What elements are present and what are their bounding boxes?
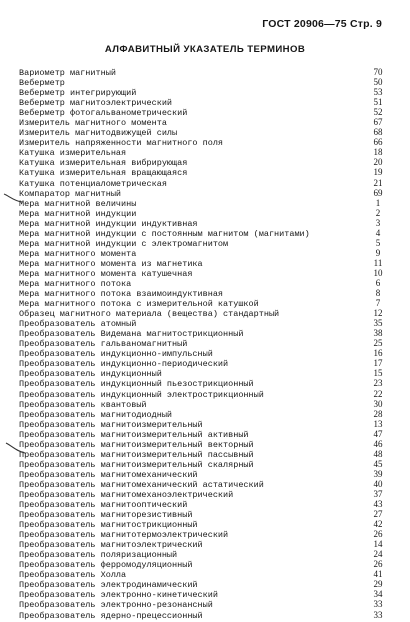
index-entry: [19, 409, 389, 419]
index-entry-page: 2: [375, 207, 381, 218]
index-entry-page: 18: [373, 147, 383, 158]
index-entry-term: Преобразователь Видемана магнитострикционный: [19, 329, 244, 340]
index-entry: [19, 318, 389, 328]
index-entry: [19, 248, 389, 258]
index-entry-term: Преобразователь гальваномагнитный: [19, 339, 188, 350]
index-entry-page: 13: [373, 418, 383, 429]
index-entry-page: 10: [373, 267, 383, 278]
index-entry-page: 66: [373, 137, 383, 148]
index-entry: [19, 368, 389, 378]
index-entry-page: 7: [375, 298, 381, 309]
index-entry-term: Преобразователь магнитоизмерительный активный: [19, 429, 249, 440]
index-entry-page: 11: [373, 257, 383, 268]
index-entry-term: Преобразователь индукционный пьезострикционный: [19, 379, 254, 390]
index-entry-page: 33: [373, 609, 383, 620]
index-entry-term: Образец магнитного материала (вещества) стандартный: [19, 309, 280, 320]
index-entry-page: 50: [373, 77, 383, 88]
index-entry: [19, 338, 389, 348]
index-entry-page: 16: [373, 348, 383, 359]
index-entry-page: 5: [375, 237, 381, 248]
index-entry-page: 26: [373, 529, 383, 540]
index-entry: [19, 87, 389, 97]
index-entry: [19, 399, 389, 409]
index-entry-term: Мера магнитной величины: [19, 198, 137, 209]
index-entry-term: Мера магнитной индукции: [19, 208, 137, 219]
index-entry-term: Преобразователь магнитотермоэлектрический: [19, 530, 229, 541]
index-entry-page: 48: [373, 448, 383, 459]
index-entry-page: 35: [373, 318, 383, 329]
index-entry: [19, 178, 389, 188]
index-entry-term: Преобразователь магнитооптический: [19, 500, 188, 511]
index-entry: [19, 117, 389, 127]
index-entry-page: 42: [373, 519, 383, 530]
index-entry-term: Преобразователь магнитоизмерительный: [19, 419, 203, 430]
index-entry: [19, 579, 389, 589]
index-entry-page: 30: [373, 398, 383, 409]
index-entry: [19, 389, 389, 399]
index-entry-page: 38: [373, 328, 383, 339]
index-entry: [19, 549, 389, 559]
index-entry: [19, 449, 389, 459]
standard-number: ГОСТ 20906—75: [262, 18, 347, 30]
index-entry-term: Мера магнитного потока с измерительной катушкой: [19, 299, 259, 310]
index-entry-page: 41: [373, 569, 383, 580]
index-entry-page: 28: [373, 408, 383, 419]
index-entry-term: Преобразователь магнитоизмерительный пассывный: [19, 449, 254, 460]
term-index-list: [19, 67, 389, 620]
index-title: АЛФАВИТНЫЙ УКАЗАТЕЛЬ ТЕРМИНОВ: [104, 44, 306, 55]
index-entry-page: 8: [375, 288, 381, 299]
index-entry-term: Веберметр: [19, 78, 65, 89]
index-entry-page: 6: [375, 277, 381, 288]
index-entry-page: 45: [373, 458, 383, 469]
index-entry: [19, 157, 389, 167]
index-entry-term: Мера магнитного потока: [19, 278, 132, 289]
index-entry-term: Преобразователь магнитострикционный: [19, 520, 198, 531]
index-entry-page: 33: [373, 599, 383, 610]
index-entry-page: 34: [373, 589, 383, 600]
index-entry-page: 51: [373, 97, 383, 108]
index-entry-term: Мера магнитного потока взаимоиндуктивная: [19, 289, 224, 300]
index-entry: [19, 499, 389, 509]
index-entry: [19, 127, 389, 137]
index-entry-page: 69: [373, 187, 383, 198]
index-entry-term: Преобразователь магнитоизмерительный векторный: [19, 439, 254, 450]
index-entry-page: 17: [373, 358, 383, 369]
index-entry: [19, 298, 389, 308]
index-entry: [19, 97, 389, 107]
index-entry-page: 19: [373, 167, 383, 178]
index-entry-page: 37: [373, 488, 383, 499]
index-entry-page: 27: [373, 509, 383, 520]
index-entry-term: Преобразователь электронно-резонансный: [19, 600, 213, 611]
index-entry-term: Преобразователь ферромодуляционный: [19, 560, 193, 571]
index-entry: [19, 439, 389, 449]
index-entry: [19, 529, 389, 539]
index-entry: [19, 308, 389, 318]
index-entry-term: Преобразователь магнитоизмерительный скалярный: [19, 459, 254, 470]
index-entry-term: Катушка измерительная вибрирующая: [19, 158, 188, 169]
index-entry-term: Преобразователь ядерно-прецессионный: [19, 610, 203, 621]
index-entry-page: 14: [373, 539, 383, 550]
index-entry-term: Мера магнитной индукции с электромагнитом: [19, 238, 229, 249]
index-entry-term: Веберметр интегрирующий: [19, 88, 137, 99]
index-entry: [19, 77, 389, 87]
index-entry: [19, 599, 389, 609]
index-entry-term: Преобразователь индукционный электрострикционный: [19, 389, 264, 400]
index-entry-page: 52: [373, 107, 383, 118]
index-entry: [19, 419, 389, 429]
index-entry: [19, 348, 389, 358]
index-entry: [19, 107, 389, 117]
index-entry-term: Преобразователь магнитомеханический астатический: [19, 479, 264, 490]
index-entry-page: 39: [373, 468, 383, 479]
index-entry-term: Преобразователь Холла: [19, 570, 127, 581]
index-entry-page: 26: [373, 559, 383, 570]
index-entry: [19, 429, 389, 439]
index-entry-page: 43: [373, 499, 383, 510]
index-entry-page: 12: [373, 308, 383, 319]
index-entry-page: 40: [373, 478, 383, 489]
index-entry-term: Преобразователь поляризационный: [19, 550, 178, 561]
index-entry-term: Преобразователь электронно-кинетический: [19, 590, 218, 601]
index-entry: [19, 589, 389, 599]
index-entry-page: 29: [373, 579, 383, 590]
index-entry-term: Преобразователь индукционный: [19, 369, 162, 380]
index-entry-term: Преобразователь атомный: [19, 319, 137, 330]
index-entry-term: Измеритель магнитного момента: [19, 118, 167, 129]
index-entry-term: Мера магнитного момента катушечная: [19, 268, 193, 279]
index-entry: [19, 268, 389, 278]
index-entry-term: Мера магнитной индукции индуктивная: [19, 218, 198, 229]
index-entry: [19, 238, 389, 248]
index-entry-page: 21: [373, 177, 383, 188]
index-entry: [19, 278, 389, 288]
index-entry: [19, 509, 389, 519]
index-entry-page: 67: [373, 117, 383, 128]
index-entry-term: Преобразователь магнитодиодный: [19, 409, 173, 420]
index-entry-term: Мера магнитного момента: [19, 248, 137, 259]
index-entry-page: 24: [373, 549, 383, 560]
index-entry-page: 25: [373, 338, 383, 349]
index-entry-page: 20: [373, 157, 383, 168]
index-entry: [19, 519, 389, 529]
index-entry: [19, 328, 389, 338]
index-entry: [19, 569, 389, 579]
index-entry-page: 3: [375, 217, 381, 228]
index-entry: [19, 198, 389, 208]
index-entry-page: 22: [373, 388, 383, 399]
index-entry-term: Катушка потенциалометрическая: [19, 178, 167, 189]
index-entry: [19, 288, 389, 298]
index-entry: [19, 228, 389, 238]
index-entry: [19, 489, 389, 499]
index-entry-page: 9: [375, 247, 381, 258]
index-entry-page: 1: [375, 197, 381, 208]
index-entry-term: Измеритель магнитодвижущей силы: [19, 128, 178, 139]
index-entry: [19, 258, 389, 268]
index-entry: [19, 358, 389, 368]
index-entry: [19, 610, 389, 620]
index-entry: [19, 218, 389, 228]
page-header: [262, 18, 382, 30]
index-entry: [19, 137, 389, 147]
index-entry-term: Преобразователь магниторезистивный: [19, 510, 193, 521]
index-entry-term: Вариометр магнитный: [19, 68, 116, 78]
index-entry-term: Преобразователь магнитомеханический: [19, 469, 198, 480]
index-entry-page: 68: [373, 127, 383, 138]
index-entry-term: Веберметр фотогальванометрический: [19, 108, 188, 119]
index-entry-term: Преобразователь квантовый: [19, 399, 147, 410]
index-entry-term: Преобразователь электродинамический: [19, 580, 198, 591]
index-entry-term: Преобразователь индукционно-периодический: [19, 359, 229, 370]
index-entry: [19, 539, 389, 549]
index-entry-page: 4: [375, 227, 381, 238]
index-entry: [19, 459, 389, 469]
index-entry-page: 46: [373, 438, 383, 449]
index-entry-term: Мера магнитного момента из магнетика: [19, 258, 203, 269]
index-entry-term: Компаратор магнитный: [19, 188, 122, 199]
index-entry-page: 70: [373, 67, 383, 77]
index-entry-page: 15: [373, 368, 383, 379]
index-entry: [19, 147, 389, 157]
index-entry-term: Преобразователь магнитомеханоэлектрический: [19, 489, 234, 500]
index-entry: [19, 378, 389, 388]
index-entry: [19, 67, 389, 77]
index-entry-page: 47: [373, 428, 383, 439]
index-entry-term: Измеритель напряженности магнитного поля: [19, 138, 224, 149]
index-entry: [19, 167, 389, 177]
index-entry: [19, 479, 389, 489]
index-entry: [19, 559, 389, 569]
index-entry-term: Катушка измерительная: [19, 148, 127, 159]
index-entry-term: Веберметр магнитоэлектрический: [19, 98, 173, 109]
index-entry: [19, 469, 389, 479]
index-entry: [19, 188, 389, 198]
page-number: Стр. 9: [349, 18, 382, 30]
index-entry-page: 53: [373, 87, 383, 98]
index-entry-term: Катушка измерительная вращающаяся: [19, 168, 188, 179]
index-entry-term: Мера магнитной индукции с постоянным магнитом (магнитами): [19, 228, 310, 239]
index-entry-page: 23: [373, 378, 383, 389]
index-entry-term: Преобразователь индукционно-импульсный: [19, 349, 213, 360]
index-entry: [19, 208, 389, 218]
index-entry-term: Преобразователь магнитоэлектрический: [19, 540, 203, 551]
